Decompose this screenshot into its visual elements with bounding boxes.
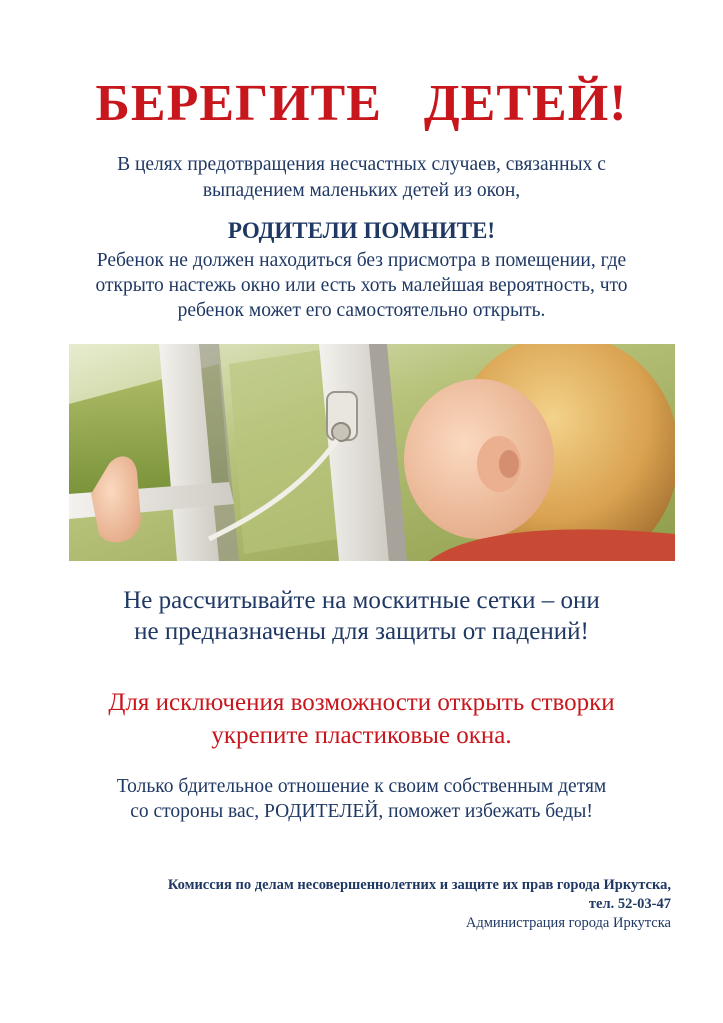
- intro-text: [60, 152, 663, 204]
- warning-line: не предназначены для защиты от падений!: [134, 618, 589, 645]
- commission-name: Комиссия по делам несовершеннолетних и защите их прав города Иркутска,: [167, 877, 671, 893]
- window-lock-advice: [0, 686, 723, 752]
- tip-line: Для исключения возможности открыть створки: [108, 689, 615, 716]
- administration-name: Администрация города Иркутска: [465, 915, 671, 931]
- closing-line: со стороны вас, РОДИТЕЛЕЙ, поможет избежать беды!: [130, 801, 593, 822]
- paragraph-line: Ребенок не должен находиться без присмотра в помещении, где: [96, 250, 627, 271]
- paragraph-line: ребенок может его самостоятельно открыть.: [177, 300, 546, 321]
- child-at-window-photo: [69, 344, 675, 561]
- tip-line: укрепите пластиковые окна.: [211, 722, 512, 749]
- mosquito-net-warning: [0, 585, 723, 647]
- supervision-paragraph: [40, 248, 683, 323]
- intro-line: выпадением маленьких детей из окон,: [202, 180, 521, 201]
- paragraph-line: открыто настежь окно или есть хоть малейшая вероятность, что: [95, 275, 628, 296]
- footer: [31, 876, 671, 933]
- warning-line: Не рассчитывайте на москитные сетки – они: [123, 587, 600, 614]
- commission-phone: тел. 52-03-47: [588, 896, 671, 912]
- parents-remember-heading: РОДИТЕЛИ ПОМНИТЕ!: [227, 218, 496, 243]
- closing-message: [0, 774, 723, 824]
- intro-line: В целях предотвращения несчастных случаев, связанных с: [117, 154, 606, 175]
- closing-line: Только бдительное отношение к своим собственным детям: [116, 776, 607, 797]
- poster-title: БЕРЕГИТЕ ДЕТЕЙ!: [95, 75, 628, 132]
